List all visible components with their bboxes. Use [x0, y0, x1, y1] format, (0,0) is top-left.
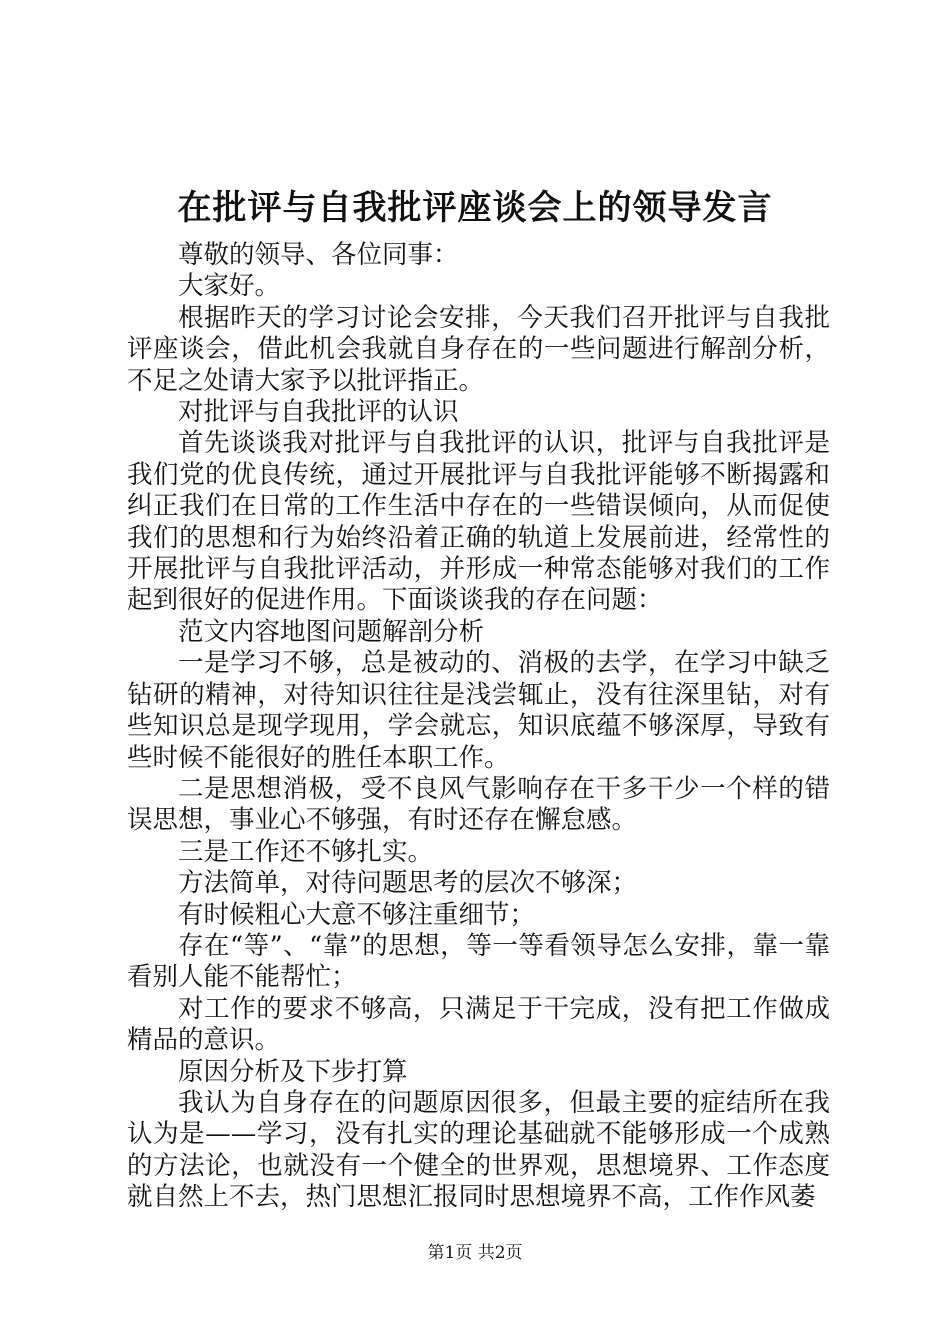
section-heading-analysis: 范文内容地图问题解剖分析: [178, 616, 485, 647]
page-footer: 第1页 共2页: [427, 1243, 523, 1263]
paragraph-intro: 根据昨天的学习讨论会安排，今天我们召开批评与自我批评座谈会，借此机会我就自身存在的一些问题进行解剖分析，不足之处请大家予以批评指正。: [127, 302, 830, 396]
paragraph-problem-3b: 有时候粗心大意不够注重细节；: [178, 899, 536, 930]
paragraph-problem-1: 一是学习不够，总是被动的、消极的去学，在学习中缺乏钻研的精神，对待知识往往是浅尝辄止，没有往深里钻，对有些知识总是现学现用，学会就忘，知识底蕴不够深厚，导致有些时候不能很好的胜任本职工作。: [127, 648, 830, 773]
paragraph-problem-3c: 存在“等”、“靠”的思想，等一等看领导怎么安排，靠一靠看别人能不能帮忙；: [127, 930, 830, 993]
paragraph-understanding: 首先谈谈我对批评与自我批评的认识，批评与自我批评是我们党的优良传统，通过开展批评与自我批评能够不断揭露和纠正我们在日常的工作生活中存在的一些错误倾向，从而促使我们的思想和行为始终沿着正确的轨道上发展前进，经常性的开展批评与自我批评活动，并形成一种常态能够对我们的工作起到很好的促进作用。下面谈谈我的存在问题：: [127, 428, 830, 616]
paragraph-greeting: 大家好。: [178, 271, 281, 302]
paragraph-problem-3a: 方法简单，对待问题思考的层次不够深；: [178, 868, 638, 899]
paragraph-problem-3: 三是工作还不够扎实。: [178, 836, 434, 867]
paragraph-problem-2: 二是思想消极，受不良风气影响存在干多干少一个样的错误思想，事业心不够强，有时还存在懈怠感。: [127, 773, 830, 836]
document-body: [127, 240, 830, 1214]
paragraph-salutation: 尊敬的领导、各位同事：: [178, 240, 459, 270]
section-heading-causes: 原因分析及下步打算: [178, 1056, 408, 1087]
document-title: 在批评与自我批评座谈会上的领导发言: [177, 188, 773, 228]
section-heading-understanding: 对批评与自我批评的认识: [178, 397, 459, 428]
paragraph-causes: 我认为自身存在的问题原因很多，但最主要的症结所在我认为是——学习，没有扎实的理论基础就不能够形成一个成熟的方法论，也就没有一个健全的世界观，思想境界、工作态度就自然上不去，热门思想汇报同时思想境界不高，工作作风萎: [127, 1087, 830, 1213]
paragraph-problem-3d: 对工作的要求不够高，只满足于干完成，没有把工作做成精品的意识。: [127, 993, 830, 1056]
